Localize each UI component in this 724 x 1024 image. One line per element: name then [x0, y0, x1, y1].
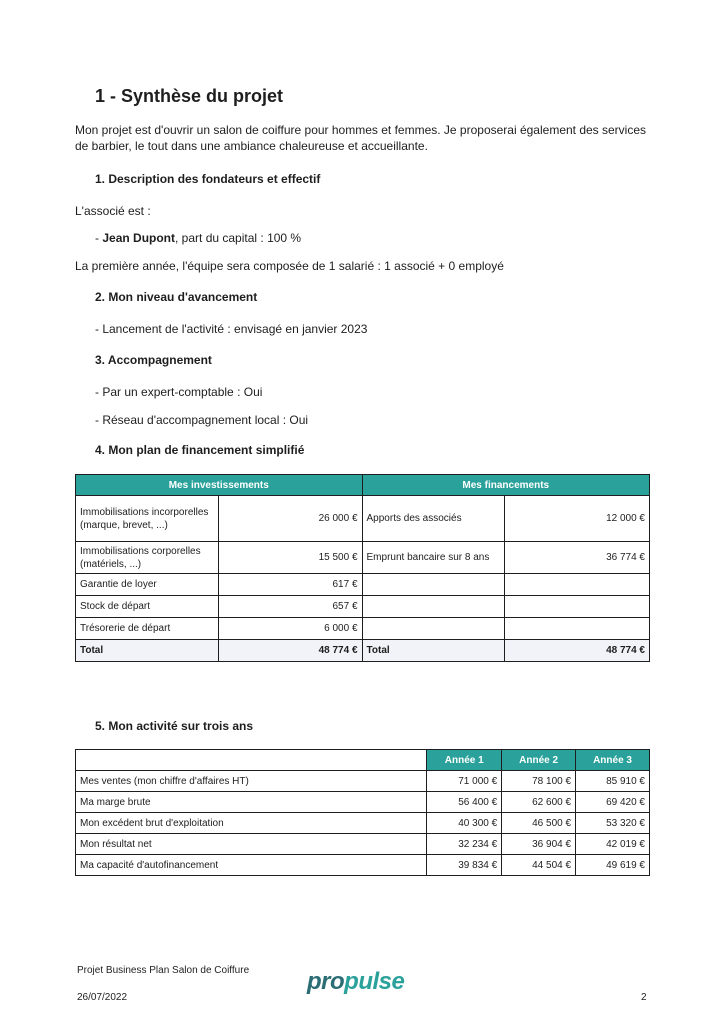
- investment-label: Immobilisations incorporelles (marque, brevet, ...): [76, 496, 219, 542]
- year-1-header: Année 1: [427, 750, 502, 771]
- financing-value: 12 000 €: [505, 496, 650, 542]
- financing-label: Apports des associés: [362, 496, 505, 542]
- metric-value: 46 500 €: [502, 813, 576, 834]
- table-row: [76, 618, 650, 640]
- associate-line: [95, 230, 301, 246]
- metric-label: Mon excédent brut d'exploitation: [76, 813, 427, 834]
- metric-label: Mon résultat net: [76, 834, 427, 855]
- associate-prefix: -: [95, 231, 103, 245]
- year-3-header: Année 3: [576, 750, 650, 771]
- metric-value: 62 600 €: [502, 792, 576, 813]
- investment-value: 657 €: [218, 596, 362, 618]
- metric-value: 39 834 €: [427, 855, 502, 876]
- table-row: [76, 834, 650, 855]
- metric-value: 69 420 €: [576, 792, 650, 813]
- section2-heading: 2. Mon niveau d'avancement: [95, 290, 258, 304]
- investment-value: 6 000 €: [218, 618, 362, 640]
- section3-heading: 3. Accompagnement: [95, 353, 212, 367]
- launch-line: - Lancement de l'activité : envisagé en janvier 2023: [95, 322, 368, 336]
- financing-value: 36 774 €: [505, 542, 650, 574]
- metric-value: 40 300 €: [427, 813, 502, 834]
- empty-header-cell: [76, 750, 427, 771]
- financing-value: [505, 596, 650, 618]
- table-row: [76, 792, 650, 813]
- accountant-line: - Par un expert-comptable : Oui: [95, 385, 263, 399]
- metric-label: Mes ventes (mon chiffre d'affaires HT): [76, 771, 427, 792]
- financing-label: [362, 618, 505, 640]
- table-header-row: [76, 475, 650, 496]
- footer-date: 26/07/2022: [77, 992, 128, 1003]
- table-row: [76, 574, 650, 596]
- logo-part-pro: pro: [307, 968, 345, 995]
- financing-plan-table: [75, 474, 650, 662]
- page-number: 2: [641, 992, 647, 1003]
- metric-value: 71 000 €: [427, 771, 502, 792]
- table-row: [76, 813, 650, 834]
- network-line: - Réseau d'accompagnement local : Oui: [95, 413, 309, 427]
- metric-label: Ma marge brute: [76, 792, 427, 813]
- table-row: [76, 496, 650, 542]
- propulse-logo: [307, 968, 404, 996]
- total-investments-label: Total: [76, 640, 219, 662]
- table-row: [76, 542, 650, 574]
- metric-value: 44 504 €: [502, 855, 576, 876]
- associate-intro: L'associé est :: [75, 204, 151, 218]
- metric-value: 53 320 €: [576, 813, 650, 834]
- activity-table: [75, 749, 650, 876]
- section5-heading: 5. Mon activité sur trois ans: [95, 719, 254, 733]
- metric-value: 78 100 €: [502, 771, 576, 792]
- financing-label: [362, 596, 505, 618]
- metric-value: 36 904 €: [502, 834, 576, 855]
- metric-value: 85 910 €: [576, 771, 650, 792]
- section4-heading: 4. Mon plan de financement simplifié: [95, 443, 305, 457]
- intro-paragraph: Mon projet est d'ouvrir un salon de coiffure pour hommes et femmes. Je proposerai également des services de barbier, le tout dans une ambiance chaleureuse et accueillante.: [75, 123, 647, 153]
- total-investments-value: 48 774 €: [218, 640, 362, 662]
- metric-value: 49 619 €: [576, 855, 650, 876]
- investments-header: Mes investissements: [76, 475, 363, 496]
- metric-label: Ma capacité d'autofinancement: [76, 855, 427, 876]
- investment-label: Trésorerie de départ: [76, 618, 219, 640]
- total-financing-value: 48 774 €: [505, 640, 650, 662]
- page-title: 1 - Synthèse du projet: [95, 86, 284, 106]
- financing-label: [362, 574, 505, 596]
- metric-value: 42 019 €: [576, 834, 650, 855]
- investment-label: Immobilisations corporelles (matériels, ...): [76, 542, 219, 574]
- investment-value: 617 €: [218, 574, 362, 596]
- investment-value: 26 000 €: [218, 496, 362, 542]
- associate-name: Jean Dupont: [102, 231, 176, 245]
- financing-header: Mes financements: [362, 475, 649, 496]
- financing-value: [505, 574, 650, 596]
- associate-share: , part du capital : 100 %: [175, 231, 302, 245]
- total-row: [76, 640, 650, 662]
- table-row: [76, 855, 650, 876]
- total-financing-label: Total: [362, 640, 505, 662]
- investment-label: Stock de départ: [76, 596, 219, 618]
- team-line: La première année, l'équipe sera composée de 1 salarié : 1 associé + 0 employé: [75, 259, 504, 273]
- table-row: [76, 771, 650, 792]
- metric-value: 32 234 €: [427, 834, 502, 855]
- investment-value: 15 500 €: [218, 542, 362, 574]
- year-2-header: Année 2: [502, 750, 576, 771]
- investment-label: Garantie de loyer: [76, 574, 219, 596]
- metric-value: 56 400 €: [427, 792, 502, 813]
- table-header-row: [76, 750, 650, 771]
- section1-heading: 1. Description des fondateurs et effectif: [95, 172, 321, 186]
- footer-project-name: Projet Business Plan Salon de Coiffure: [77, 965, 250, 976]
- financing-label: Emprunt bancaire sur 8 ans: [362, 542, 505, 574]
- financing-value: [505, 618, 650, 640]
- table-row: [76, 596, 650, 618]
- logo-part-pulse: pulse: [344, 968, 405, 995]
